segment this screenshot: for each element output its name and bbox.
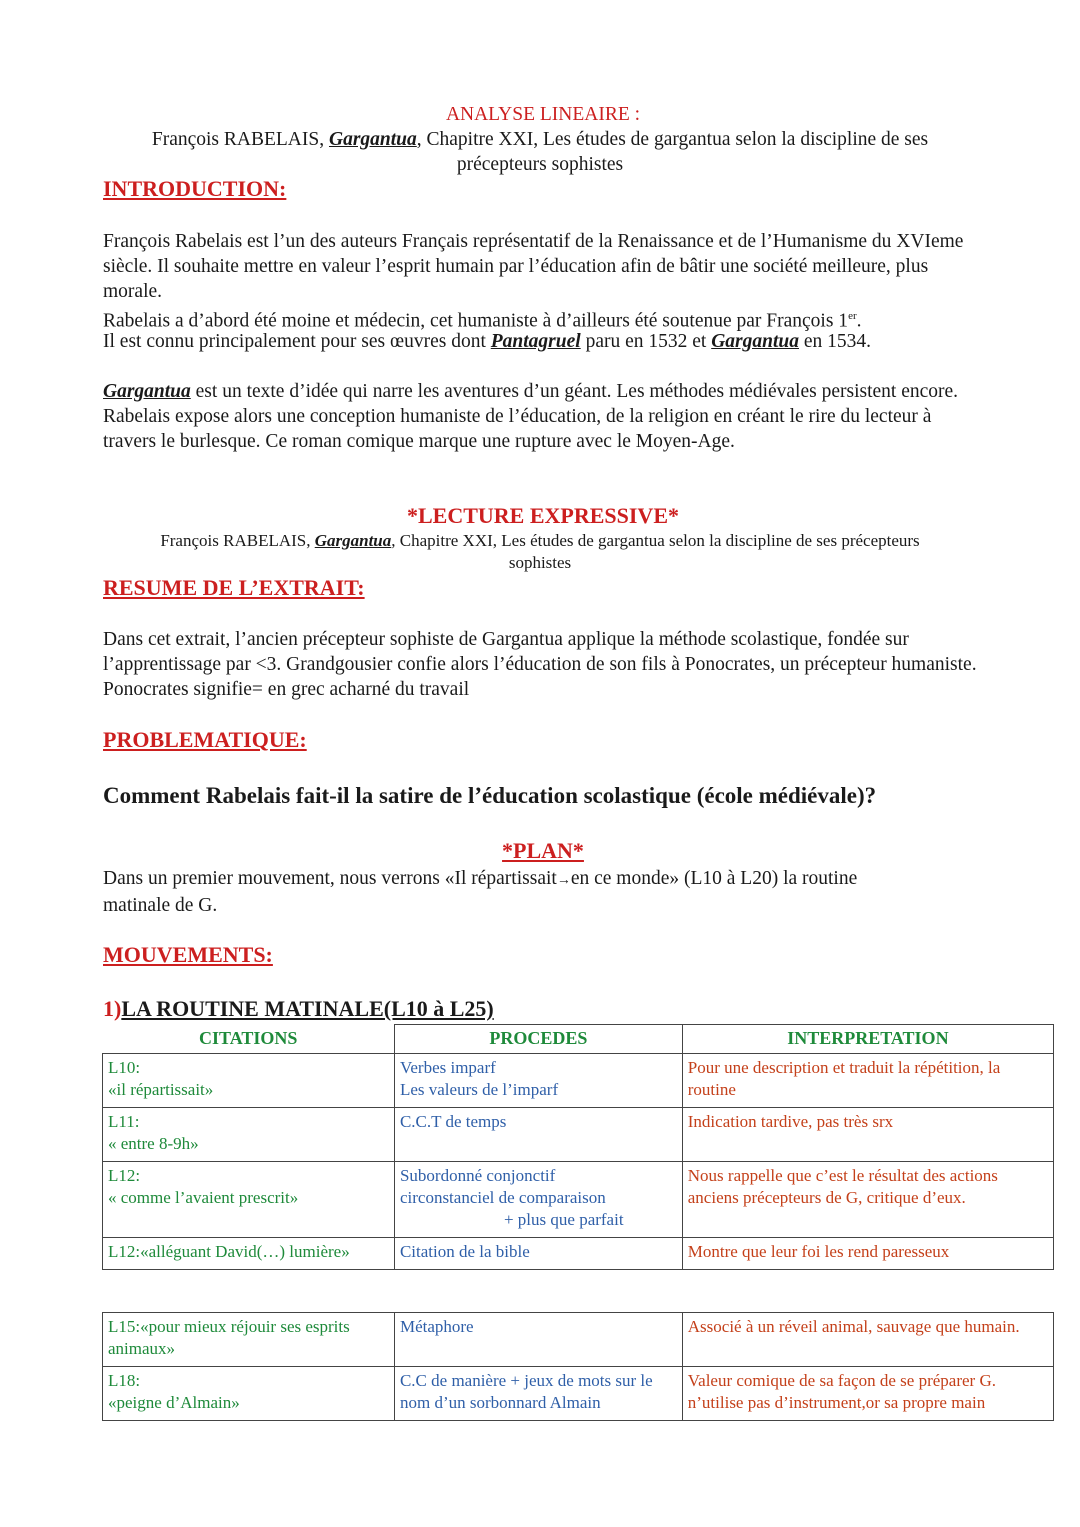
- analysis-table-continued: [102, 1312, 1054, 1421]
- cell-procede: Métaphore: [394, 1313, 682, 1367]
- cell-citation: [103, 1162, 395, 1238]
- cell-procede: C.C de manière + jeux de mots sur le nom d’un sorbonnard Almain: [394, 1367, 682, 1421]
- cell-citation: [103, 1054, 395, 1108]
- problematique-question: Comment Rabelais fait-il la satire de l’éducation scolastique (école médiévale)?: [103, 783, 877, 808]
- cell-citation: L12:«alléguant David(…) lumière»: [103, 1238, 395, 1270]
- cell-citation: [103, 1108, 395, 1162]
- resume-text: Dans cet extrait, l’ancien précepteur sophiste de Gargantua applique la méthode scolastique, fondée sur l’apprentissage par <3. Grandgousier confie alors l’éducation de son fils à Ponocrates, un précepteur humaniste. Ponocrates signifie= en grec acharné du travail: [103, 629, 977, 700]
- lecture-rest: , Chapitre XXI, Les études de gargantua selon la discipline de ses précepteurs: [391, 531, 920, 550]
- cell-citation: L15:«pour mieux réjouir ses esprits animaux»: [103, 1313, 395, 1367]
- lecture-line2: sophistes: [508, 553, 572, 572]
- doc-subtitle: [60, 127, 1020, 177]
- intro-p3-text-a: Il est connu principalement pour ses œuvres dont: [103, 331, 491, 352]
- lecture-heading: *LECTURE EXPRESSIVE*: [406, 503, 679, 528]
- cell-interpretation: Pour une description et traduit la répétition, la routine: [682, 1054, 1053, 1108]
- citation-quote: «peigne d’Almain»: [108, 1393, 240, 1412]
- table-row: [103, 1367, 1054, 1421]
- mouvement-1-number: 1): [103, 996, 122, 1021]
- procede-line-2: Les valeurs de l’imparf: [399, 1080, 559, 1099]
- table-row: [103, 1238, 1054, 1270]
- cell-interpretation: Montre que leur foi les rend paresseux: [682, 1238, 1053, 1270]
- arrow-icon: →: [556, 873, 571, 888]
- subtitle-line2: précepteurs sophistes: [456, 154, 624, 175]
- procede-line-3: + plus que parfait: [503, 1210, 624, 1229]
- mouvement-1-label: LA ROUTINE MATINALE(L10 à L25): [121, 996, 494, 1021]
- cell-procede: C.C.T de temps: [394, 1108, 682, 1162]
- mouvements-heading: MOUVEMENTS:: [103, 942, 273, 967]
- citation-quote: « entre 8-9h»: [108, 1134, 199, 1153]
- table-row: [103, 1054, 1054, 1108]
- subtitle-author: François RABELAIS,: [151, 129, 329, 150]
- plan-line1: Dans un premier mouvement, nous verrons «Il répartissait: [103, 868, 557, 889]
- cell-interpretation: Indication tardive, pas très srx: [682, 1108, 1053, 1162]
- lecture-work: Gargantua: [314, 531, 392, 550]
- procede-line-2: circonstanciel de comparaison: [399, 1188, 606, 1207]
- intro-p3-text-b: paru en 1532 et: [580, 331, 712, 352]
- citation-line: L12:: [108, 1166, 141, 1185]
- cell-interpretation: Valeur comique de sa façon de se préparer G. n’utilise pas d’instrument,or sa propre main: [682, 1367, 1053, 1421]
- citation-quote: «il répartissait»: [108, 1080, 214, 1099]
- intro-p3-work-gargantua: Gargantua: [711, 331, 799, 352]
- procede-line-1: Verbes imparf: [399, 1058, 496, 1077]
- cell-procede: [394, 1162, 682, 1238]
- subtitle-rest: , Chapitre XXI, Les études de gargantua selon la discipline de ses: [416, 129, 929, 150]
- table-row: [103, 1162, 1054, 1238]
- procede-line-1: Subordonné conjonctif: [399, 1166, 556, 1185]
- introduction-paragraph-3: [103, 329, 983, 354]
- plan-line1b: en ce monde» (L10 à L20) la routine: [570, 868, 858, 889]
- cell-interpretation: Nous rappelle que c’est le résultat des actions anciens précepteurs de G, critique d’eux.: [682, 1162, 1053, 1238]
- intro-p3-work-pantagruel: Pantagruel: [490, 331, 581, 352]
- introduction-paragraph-4: [103, 379, 973, 454]
- intro-p2-sup: er: [848, 310, 857, 322]
- plan-heading: *PLAN*: [502, 838, 584, 863]
- cell-citation: [103, 1367, 395, 1421]
- table-row: [103, 1108, 1054, 1162]
- cell-procede: [394, 1054, 682, 1108]
- header-citations: CITATIONS: [199, 1027, 298, 1048]
- intro-p2-end: .: [856, 310, 862, 332]
- intro-p2-text: Rabelais a d’abord été moine et médecin, cet humaniste à d’ailleurs été soutenue par François 1: [103, 310, 849, 332]
- citation-line: L11:: [108, 1112, 140, 1131]
- mouvement-1-title: [103, 996, 983, 1022]
- lecture-subtitle: [60, 530, 1020, 574]
- analysis-table: [102, 1024, 1054, 1270]
- citation-quote: « comme l’avaient prescrit»: [108, 1188, 299, 1207]
- header-interpretation: INTERPRETATION: [682, 1025, 1053, 1054]
- introduction-paragraph-1: François Rabelais est l’un des auteurs Français représentatif de la Renaissance et de l’Humanisme du XVIeme siècle. Il souhaite mettre en valeur l’esprit humain par l’éducation afin de bâtir une société meilleure, plus morale.: [103, 231, 964, 302]
- resume-heading: RESUME DE L’EXTRAIT:: [103, 575, 365, 600]
- plan-line2: matinale de G.: [103, 895, 218, 916]
- subtitle-work: Gargantua: [328, 129, 417, 150]
- intro-p4-work: Gargantua: [103, 381, 191, 402]
- doc-title: ANALYSE LINEAIRE :: [445, 104, 641, 125]
- cell-procede: Citation de la bible: [394, 1238, 682, 1270]
- cell-interpretation: Associé à un réveil animal, sauvage que humain.: [682, 1313, 1053, 1367]
- problematique-heading: PROBLEMATIQUE:: [103, 727, 307, 752]
- lecture-author: François RABELAIS,: [160, 531, 315, 550]
- table-row: [103, 1313, 1054, 1367]
- citation-line: L10:: [108, 1058, 141, 1077]
- introduction-heading: INTRODUCTION:: [103, 176, 287, 201]
- header-procedes: PROCEDES: [394, 1025, 682, 1054]
- table-header-row: [103, 1025, 1054, 1054]
- intro-p3-text-c: en 1534.: [798, 331, 872, 352]
- citation-line: L18:: [108, 1371, 141, 1390]
- plan-text: [103, 866, 983, 918]
- intro-p4-text: est un texte d’idée qui narre les aventures d’un géant. Les méthodes médiévales persistent encore. Rabelais expose alors une conception humaniste de l’éducation, de la religion en créant le rire du lecteur à travers le burlesque. Ce roman comique marque une rupture avec le Moyen-Age.: [103, 381, 959, 452]
